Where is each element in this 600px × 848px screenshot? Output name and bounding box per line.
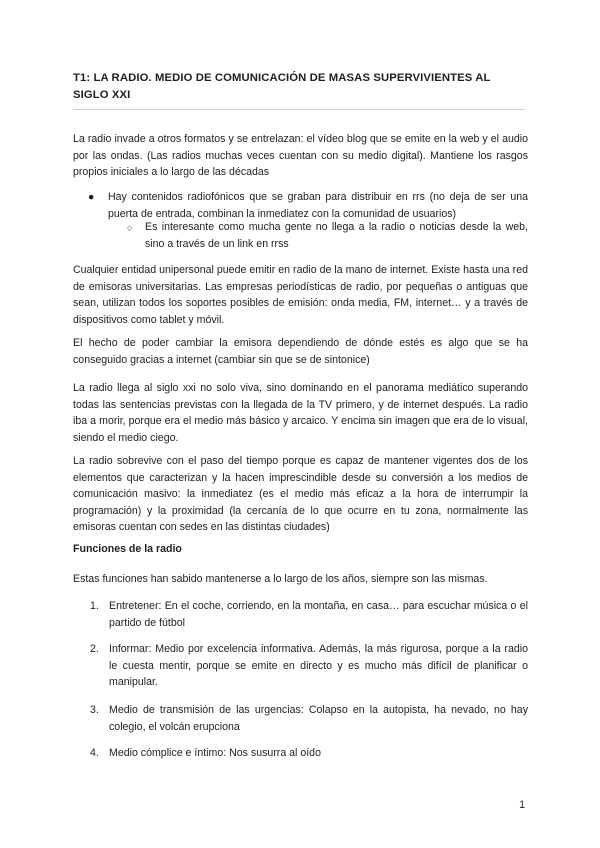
intro-paragraph: La radio invade a otros formatos y se entrelazan: el vídeo blog que se emite en la web y el audio por las ondas. (Las radios muchas veces cuentan con su medio digital). Mantiene los rasgos propios iniciales a lo largo de las décadas (73, 133, 528, 178)
body-paragraph: La radio sobrevive con el paso del tiempo porque es capaz de mantener vigentes dos de los elementos que caracterizan y la hacen imprescindible desde su conversión a los medios de comunicación masivo: la inmediatez (es el medio más eficaz a la hora de interrumpir la programación) y la proximidad (la cercanía de lo que ocurre en tu zona, normalmente las emisoras cuentan con sedes en las distintas ciudades) (73, 455, 528, 533)
list-item: Entretener: En el coche, corriendo, en la montaña, en casa… para escuchar música o el partido de fútbol (109, 600, 528, 629)
list-number: 2. (90, 643, 99, 655)
page-number: 1 (519, 799, 525, 811)
title-divider (73, 109, 525, 110)
body-paragraph: La radio llega al siglo xxi no solo viva, sino dominando en el panorama mediático superando todas las sentencias previstas con la llegada de la TV primero, y de internet después. La radio iba a morir, porque era el medio más básico y arcaico. Y encima sin imagen que era de lo visual, siendo el medio ciego. (73, 382, 528, 444)
list-number: 4. (90, 747, 99, 759)
section-intro: Estas funciones han sabido mantenerse a lo largo de los años, siempre son las mismas. (73, 573, 488, 585)
section-heading: Funciones de la radio (73, 543, 182, 555)
list-item: Medio cómplice e íntimo: Nos susurra al oído (109, 747, 321, 759)
list-number: 1. (90, 600, 99, 612)
list-item: Informar: Medio por excelencia informativa. Además, la más rigurosa, porque a la radio le cuesta mentir, porque se emite en directo y es mucho más difícil de planificar o manipular. (109, 643, 528, 688)
bullet-item: Hay contenidos radiofónicos que se graban para distribuir en rrs (no deja de ser una puerta de entrada, combinan la inmediatez con la comunidad de usuarios) (108, 191, 528, 220)
document-title: T1: LA RADIO. MEDIO DE COMUNICACIÓN DE MASAS SUPERVIVIENTES AL SIGLO XXI (73, 72, 491, 101)
sub-bullet-item: Es interesante como mucha gente no llega a la radio o noticias desde la web, sino a través de un link en rrss (145, 221, 528, 250)
sub-bullet-circle: ○ (127, 223, 133, 233)
list-number: 3. (90, 704, 99, 716)
body-paragraph: El hecho de poder cambiar la emisora dependiendo de dónde estés es algo que se ha conseguido gracias a internet (cambiar sin que se de sintonice) (73, 337, 528, 366)
list-item: Medio de transmisión de las urgencias: Colapso en la autopista, ha nevado, no hay colegio, el volcán erupciona (109, 704, 528, 733)
bullet-dot: ● (88, 191, 95, 203)
body-paragraph: Cualquier entidad unipersonal puede emitir en radio de la mano de internet. Existe hasta una red de emisoras universitarias. Las empresas periodísticas de radio, por pequeñas o antiguas que sean, utilizan todos los soportes posibles de emisión: onda media, FM, internet… y a través de dispositivos como tablet y móvil. (73, 264, 528, 326)
